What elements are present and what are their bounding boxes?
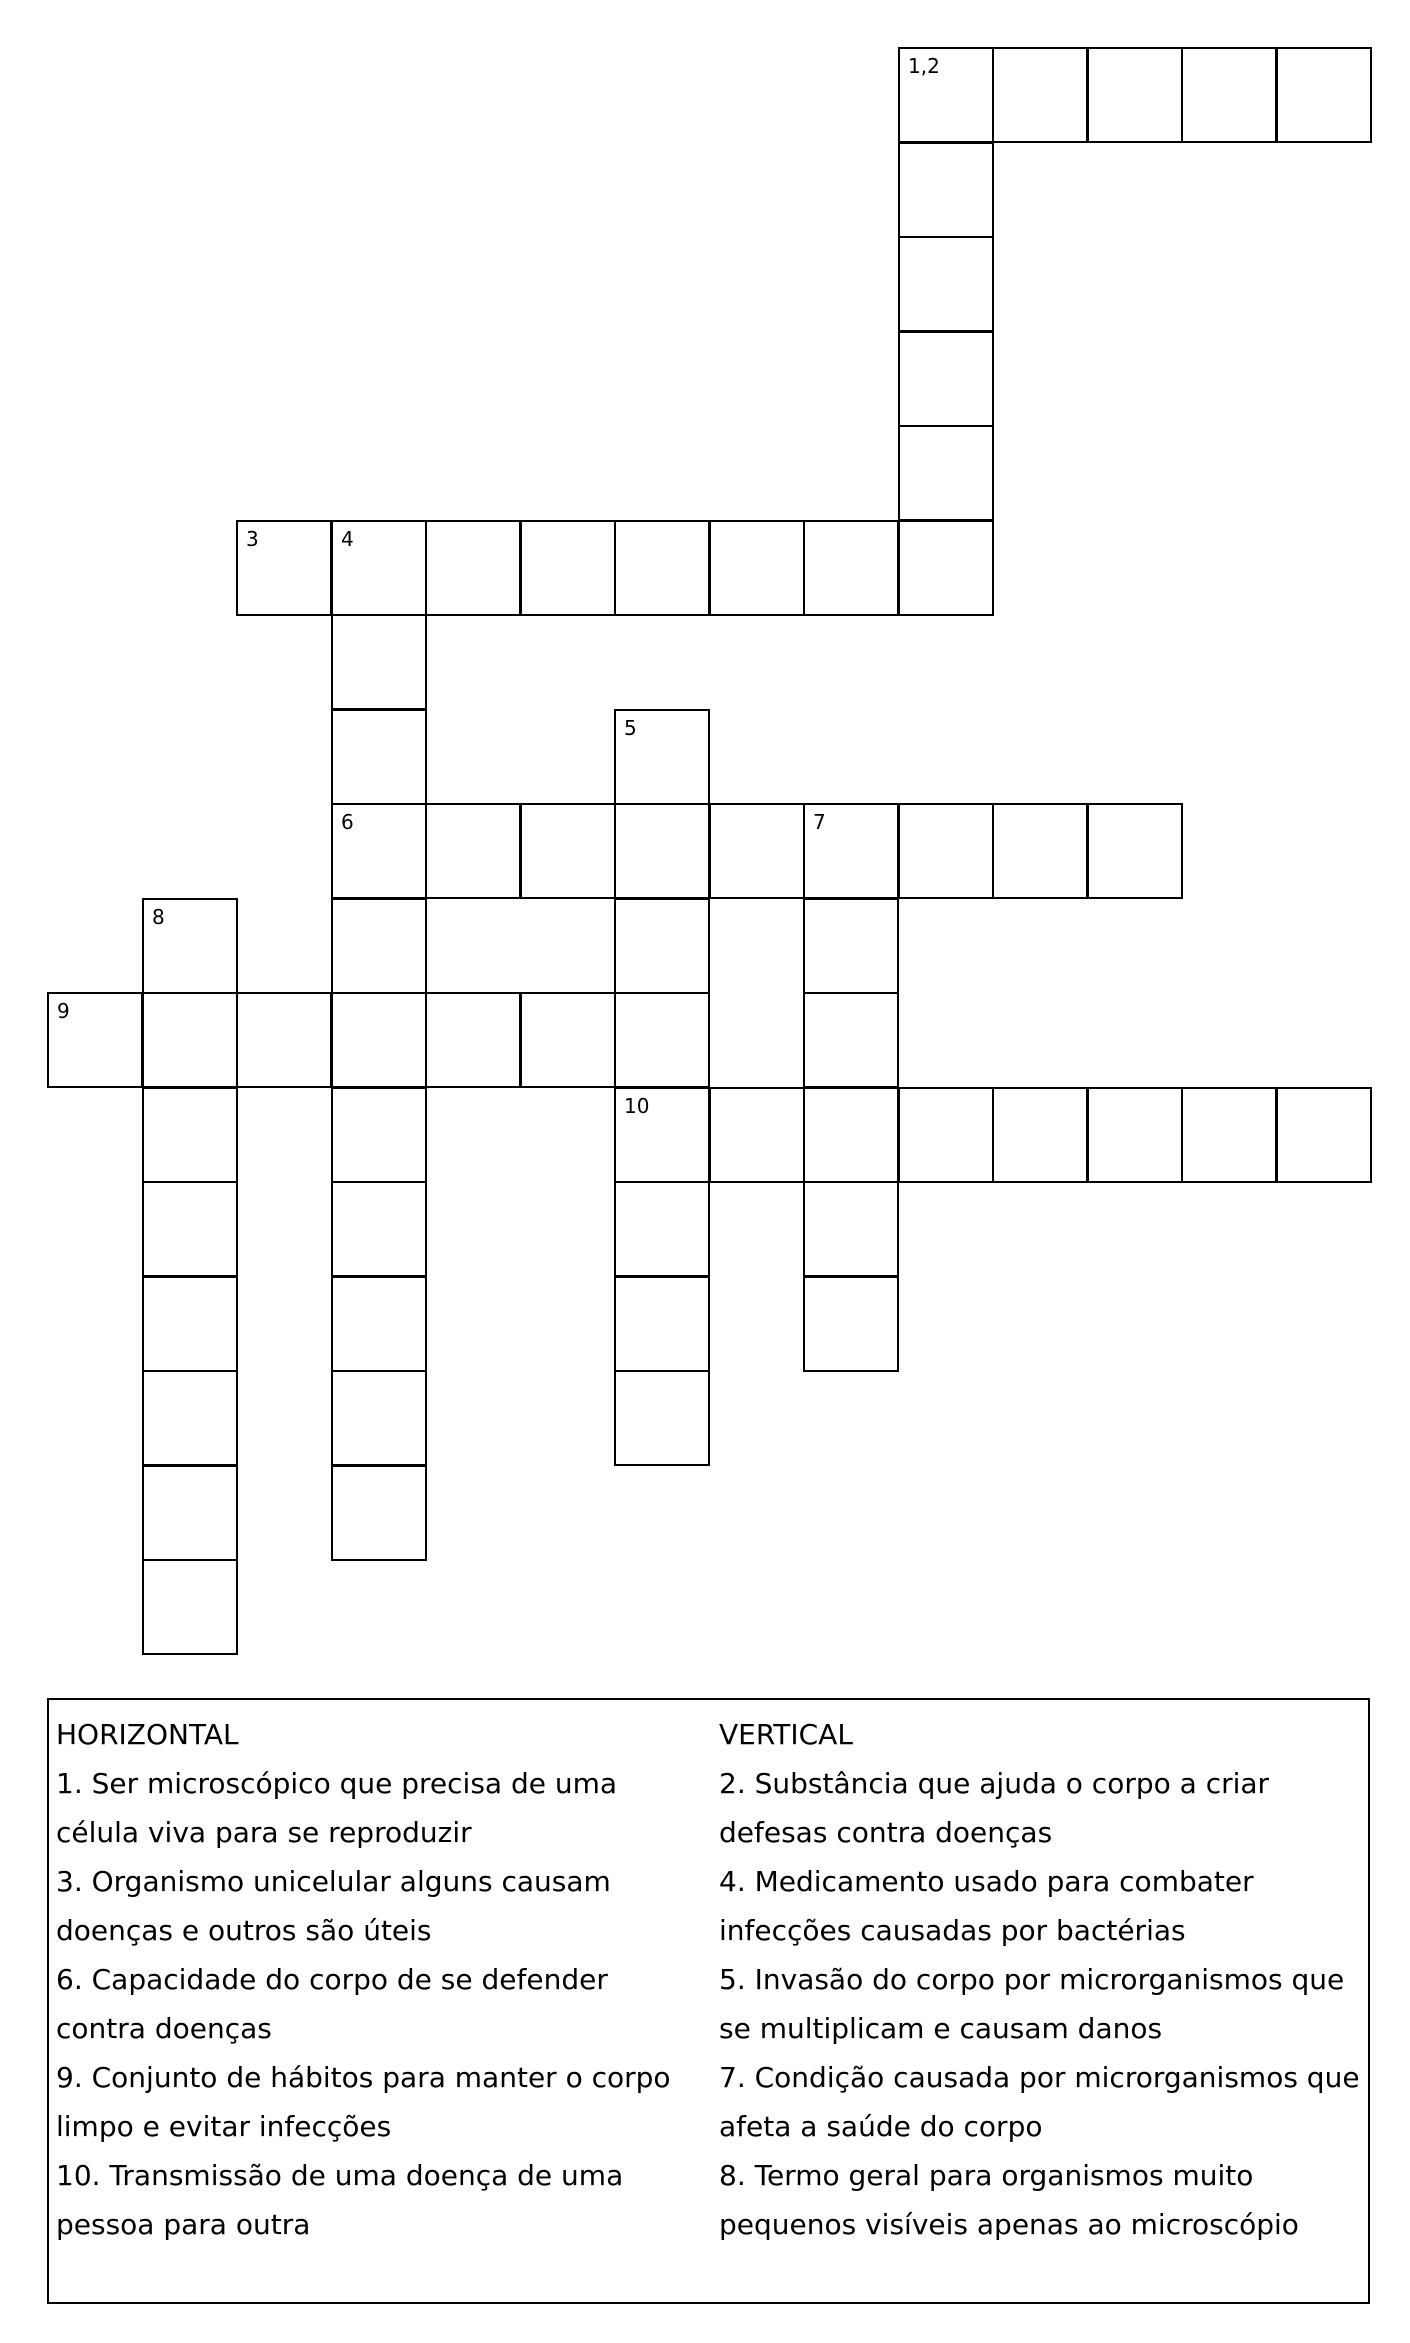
crossword-cell[interactable] xyxy=(331,614,427,710)
crossword-cell[interactable] xyxy=(803,520,899,616)
crossword-cell[interactable] xyxy=(142,1559,238,1655)
clue-number: 3 xyxy=(246,527,259,551)
crossword-cell[interactable] xyxy=(331,803,427,899)
crossword-cell[interactable] xyxy=(992,1087,1088,1183)
crossword-cell[interactable] xyxy=(803,1276,899,1372)
clue-number: 10 xyxy=(624,1094,650,1118)
crossword-cell[interactable] xyxy=(614,992,710,1088)
crossword-cell[interactable] xyxy=(331,520,427,616)
crossword-cell[interactable] xyxy=(425,803,521,899)
crossword-cell[interactable] xyxy=(898,520,994,616)
crossword-cell[interactable] xyxy=(425,520,521,616)
crossword-cell[interactable] xyxy=(142,1465,238,1561)
clue-horizontal-3: 3. Organismo unicelular alguns causam doenças e outros são úteis xyxy=(56,1865,611,1947)
crossword-cell[interactable] xyxy=(236,520,332,616)
crossword-cell[interactable] xyxy=(614,1181,710,1277)
crossword-cell[interactable] xyxy=(142,1087,238,1183)
clue-horizontal-1: 1. Ser microscópico que precisa de uma célula viva para se reproduzir xyxy=(56,1767,618,1849)
crossword-cell[interactable] xyxy=(1181,1087,1277,1183)
clue-number: 7 xyxy=(813,810,826,834)
crossword-cell[interactable] xyxy=(898,1087,994,1183)
horizontal-clues xyxy=(56,1710,706,2249)
clues-box xyxy=(47,1698,1370,2304)
crossword-cell[interactable] xyxy=(898,331,994,427)
crossword-cell[interactable] xyxy=(614,709,710,805)
clue-vertical-2: 2. Substância que ajuda o corpo a criar defesas contra doenças xyxy=(719,1767,1270,1849)
clue-number: 8 xyxy=(152,905,165,929)
crossword-cell[interactable] xyxy=(331,992,427,1088)
crossword-cell[interactable] xyxy=(1087,803,1183,899)
crossword-cell[interactable] xyxy=(331,1276,427,1372)
crossword-cell[interactable] xyxy=(803,898,899,994)
crossword-cell[interactable] xyxy=(1087,47,1183,143)
crossword-cell[interactable] xyxy=(47,992,143,1088)
crossword-cell[interactable] xyxy=(614,898,710,994)
crossword-cell[interactable] xyxy=(1276,47,1372,143)
crossword-cell[interactable] xyxy=(142,1276,238,1372)
crossword-cell[interactable] xyxy=(1276,1087,1372,1183)
crossword-cell[interactable] xyxy=(425,992,521,1088)
clue-vertical-8: 8. Termo geral para organismos muito pequenos visíveis apenas ao microscópio xyxy=(719,2159,1299,2241)
crossword-cell[interactable] xyxy=(142,1181,238,1277)
crossword-cell[interactable] xyxy=(803,1087,899,1183)
crossword-cell[interactable] xyxy=(614,1370,710,1466)
crossword-cell[interactable] xyxy=(614,1276,710,1372)
crossword-cell[interactable] xyxy=(614,520,710,616)
crossword-cell[interactable] xyxy=(709,803,805,899)
clue-number: 1,2 xyxy=(908,54,940,78)
crossword-cell[interactable] xyxy=(331,898,427,994)
crossword-cell[interactable] xyxy=(803,803,899,899)
crossword-cell[interactable] xyxy=(803,1181,899,1277)
crossword-cell[interactable] xyxy=(992,47,1088,143)
crossword-cell[interactable] xyxy=(142,898,238,994)
crossword-cell[interactable] xyxy=(898,425,994,521)
vertical-title: VERTICAL xyxy=(719,1718,853,1751)
crossword-cell[interactable] xyxy=(898,803,994,899)
crossword-cell[interactable] xyxy=(331,1465,427,1561)
horizontal-title: HORIZONTAL xyxy=(56,1718,239,1751)
clue-number: 5 xyxy=(624,716,637,740)
crossword-cell[interactable] xyxy=(1181,47,1277,143)
vertical-clues xyxy=(719,1710,1369,2249)
crossword-cell[interactable] xyxy=(236,992,332,1088)
crossword-cell[interactable] xyxy=(331,1181,427,1277)
crossword-cell[interactable] xyxy=(709,1087,805,1183)
crossword-cell[interactable] xyxy=(331,1087,427,1183)
crossword-cell[interactable] xyxy=(898,47,994,143)
crossword-cell[interactable] xyxy=(1087,1087,1183,1183)
clue-number: 9 xyxy=(57,999,70,1023)
crossword-cell[interactable] xyxy=(898,142,994,238)
crossword-cell[interactable] xyxy=(520,992,616,1088)
crossword-cell[interactable] xyxy=(331,1370,427,1466)
clue-horizontal-6: 6. Capacidade do corpo de se defender contra doenças xyxy=(56,1963,608,2045)
clue-number: 4 xyxy=(341,527,354,551)
clue-number: 6 xyxy=(341,810,354,834)
clue-horizontal-9: 9. Conjunto de hábitos para manter o corpo limpo e evitar infecções xyxy=(56,2061,671,2143)
crossword-cell[interactable] xyxy=(898,236,994,332)
crossword-cell[interactable] xyxy=(520,520,616,616)
clue-horizontal-10: 10. Transmissão de uma doença de uma pessoa para outra xyxy=(56,2159,624,2241)
clue-vertical-7: 7. Condição causada por microrganismos que afeta a saúde do corpo xyxy=(719,2061,1360,2143)
crossword-cell[interactable] xyxy=(992,803,1088,899)
crossword-cell[interactable] xyxy=(520,803,616,899)
crossword-cell[interactable] xyxy=(331,709,427,805)
clue-vertical-4: 4. Medicamento usado para combater infecções causadas por bactérias xyxy=(719,1865,1254,1947)
crossword-cell[interactable] xyxy=(142,1370,238,1466)
clue-vertical-5: 5. Invasão do corpo por microrganismos que se multiplicam e causam danos xyxy=(719,1963,1345,2045)
crossword-cell[interactable] xyxy=(142,992,238,1088)
crossword-cell[interactable] xyxy=(803,992,899,1088)
crossword-cell[interactable] xyxy=(709,520,805,616)
crossword-cell[interactable] xyxy=(614,1087,710,1183)
crossword-cell[interactable] xyxy=(614,803,710,899)
